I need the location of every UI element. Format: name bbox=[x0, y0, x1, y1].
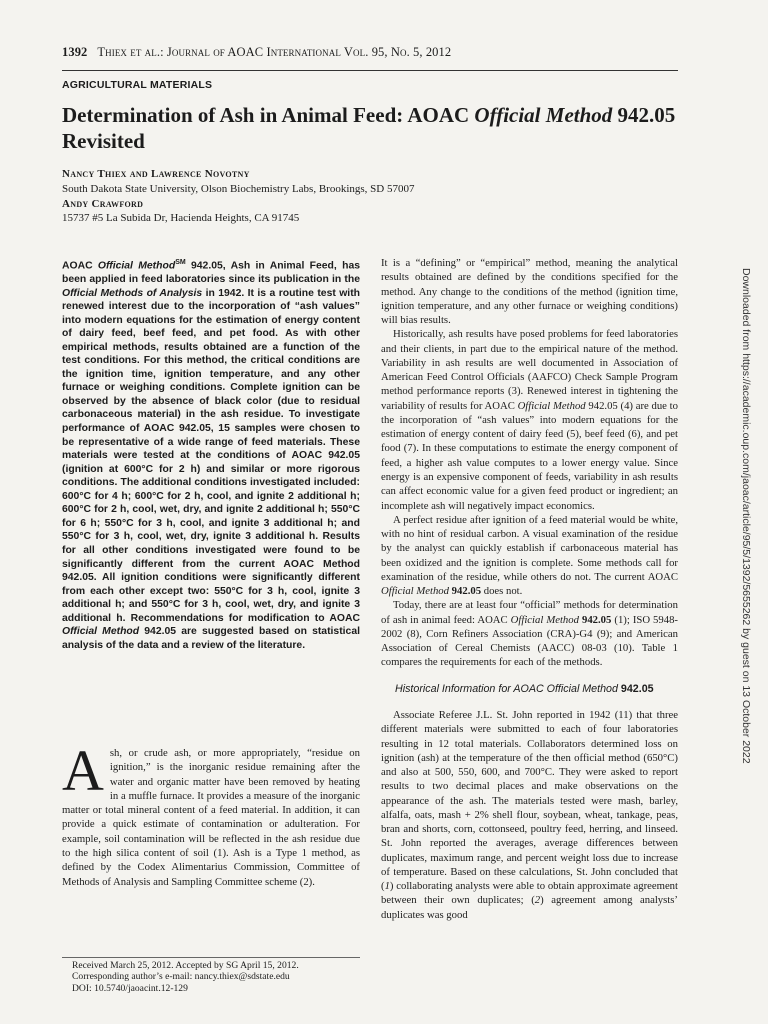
correspondence-note: Corresponding author’s e-mail: nancy.thiex@sdstate.edu bbox=[72, 971, 290, 983]
col2-p3-italic: Official Method bbox=[381, 585, 449, 598]
col2-p4-text-b: (1); ISO 5948-2002 (8), Corn Refiners Association (CRA)-G4 (9); and American Association of Cereal Chemists (AACC) 08-03 (10). Table 1 compares the requirements for each of the methods. bbox=[381, 613, 678, 669]
abstract-sup: SM bbox=[175, 259, 186, 266]
author-names-1: Nancy Thiex and Lawrence Novotny bbox=[62, 168, 250, 180]
abstract-text-4: 942.05 are suggested based on statistical analysis of the data and a review of the literature. bbox=[62, 626, 361, 651]
intro-text: sh, or crude ash, or more appropriately, “residue on ignition,” is the inorganic residue remaining after the water and organic matter have been removed by heating in a muffle furnace. It provides a measure of the inorganic matter or total mineral content of a feed material. In addition, it can provide a quick estimate of contamination or adulteration. For example, soil contamination will be reflected in the ash residue due to the high silica content of soil (1). Ash is a Type 1 method, as defined by the Codex Alimentarius Commission, Committee of Methods of Analysis and Sampling Committee scheme (2). bbox=[62, 747, 360, 888]
right-column bbox=[381, 256, 678, 922]
col2-p5-num-2: 2 bbox=[534, 894, 541, 907]
col2-p3-text-a: A perfect residue after ignition of a feed material would be white, with no hint of residual carbon. A visual examination of the residue by the analyst can quickly establish if carbonaceous material has been oxidized and the ignition is complete. Some methods call for examination of the residue, while others do not. The current AOAC bbox=[381, 513, 678, 583]
article-title bbox=[62, 102, 702, 154]
title-part-1: Determination of Ash in Animal Feed: AOAC bbox=[62, 103, 475, 127]
abstract bbox=[62, 256, 360, 652]
drop-cap: A bbox=[62, 738, 104, 803]
running-head bbox=[62, 45, 451, 60]
title-italic: Official Method bbox=[474, 103, 613, 127]
col2-p2-text-b: 942.05 (4) are due to the incorporation of “ash values” into modern equations for the estimation of energy content of dairy feed (5), beef feed (6), and pet food (7). In these computations to estimate the energy component of feed, a higher ash value computes to a lower energy value. Since energy is an expensive component of feeds, variability in ash results can affect economic value for a given feed product or ingredient; an incomplete ash will negatively impact economics. bbox=[381, 399, 678, 512]
col2-p3-text-b: does not. bbox=[481, 585, 523, 598]
abstract-text-1: AOAC bbox=[62, 260, 98, 272]
col2-p2-text-a: Historically, ash results have posed problems for feed laboratories and their clients, in part due to the empirical nature of the method. Variability in ash results are well documented in Association of American Feed Control Officials (AAFCO) Check Sample Program method performance reports (3). Renewed interest in tightening the variability of results for AOAC bbox=[381, 328, 678, 412]
col2-paragraph-1: It is a “defining” or “empirical” method, meaning the analytical results obtained are defined by the conditions specified for the method. Any change to the conditions of the method (ignition time, ignition temperature, and any other furnace or weighing conditions) will bias results. bbox=[381, 257, 678, 327]
col2-paragraph-2 bbox=[381, 327, 678, 512]
header-rule bbox=[62, 70, 678, 71]
author-names-2: Andy Crawford bbox=[62, 197, 144, 210]
doi-note: DOI: 10.5740/jaoacint.12-129 bbox=[72, 982, 188, 994]
footnote-rule bbox=[62, 957, 360, 958]
col2-p5-text-c: ) agreement among analysts’ duplicates was good bbox=[381, 894, 678, 921]
col2-p4-italic: Official Method bbox=[510, 613, 579, 626]
col2-p5-text-a: Associate Referee J.L. St. John reported in 1942 (11) that three different materials were submitted to each of four laboratories resulting in 12 total materials. Collaborators determined loss on ignition (ash) at the temperature of the then official method (650°C) and also at 500, 550, 600, and 700°C. They were asked to report results to two decimal places and make observations on the appearance of the ash. The materials tested were mash, barley, alfalfa, oats, mash + 2% shell flour, soybean, wheat, tankage, peas, bran and shorts, corn, cottonseed, poultry feed, herring, and linseed. St. John reported the averages, average differences between duplicates, maximum range, and percent weight loss due to increase of temperature. Based on these calculations, St. John concluded that ( bbox=[381, 708, 678, 893]
received-note: Received March 25, 2012. Accepted by SG April 15, 2012. bbox=[72, 960, 299, 971]
download-watermark bbox=[734, 268, 754, 788]
page-number: 1392 bbox=[62, 45, 88, 59]
title-part-2: 942.05 Revisited bbox=[62, 103, 676, 153]
watermark-text: Downloaded from https://academic.oup.com/jaoac/article/95/5/1392/5655262 by guest on 13 October 2022 bbox=[740, 268, 752, 764]
section-label: AGRICULTURAL MATERIALS bbox=[62, 79, 213, 91]
affiliation-1: South Dakota State University, Olson Biochemistry Labs, Brookings, SD 57007 bbox=[62, 182, 415, 195]
col2-paragraph-4 bbox=[381, 598, 678, 669]
col2-p3-bold: 942.05 bbox=[448, 585, 482, 598]
abstract-italic-3: Official Method bbox=[62, 626, 140, 638]
abstract-italic-2: Official Methods of Analysis bbox=[62, 287, 203, 299]
col2-p2-italic: Official Method bbox=[517, 399, 586, 412]
subhead-text: Historical Information for AOAC Official Method bbox=[395, 682, 621, 695]
subsection-heading bbox=[395, 682, 678, 696]
abstract-text-2: 942.05, Ash in Animal Feed, has been applied in feed laboratories since its publication in the bbox=[62, 260, 360, 286]
col2-paragraph-3 bbox=[381, 513, 678, 599]
col2-p4-text-a: Today, there are at least four “official” methods for determination of ash in animal feed: AOAC bbox=[381, 599, 678, 626]
running-title: Thiex et al.: Journal of AOAC International Vol. 95, No. 5, 2012 bbox=[97, 45, 452, 59]
subhead-bold: 942.05 bbox=[620, 682, 654, 695]
abstract-text-3: in 1942. It is a routine test with renewed interest due to the incorporation of “ash values” into modern equations for the estimation of energy content of dairy feed, beef feed, and pet food. As with other empirical methods, results obtained are a function of the test conditions. For this method, the critical conditions are the ignition time, ignition temperature, and any other furnace or weighing conditions. Complete ignition can be observed by the absence of black color (due to residual carbonaceous material) in the ash residue. To investigate performance of AOAC 942.05, 15 samples were chosen to be representative of a wide range of feed materials. These materials were tested at the conditions of AOAC 942.05 (ignition at 600°C for 2 h) and similar or more rigorous conditions. The additional conditions investigated included: 600°C for 4 h; 600°C for 2 h, cool, and ignite 2 additional h; 600°C for 2 h, cool, wet, dry, and ignite 2 additional h; 550°C for 6 h; 550°C for 3 h, cool, and ignite 3 additional h; and 550°C for 3 h, cool, wet, dry, ignite 3 additional h. Results for all other conditions investigated were found to be significantly different from the current AOAC Method 942.05. All ignition conditions were significantly different from each other except two: 550°C for 3 h, cool, ignite 3 additional h; and 550°C for 3 h, cool, wet, dry, and ignite 3 additional h. Recommendations for modification to AOAC bbox=[62, 287, 360, 624]
author-block bbox=[62, 167, 415, 226]
col2-p4-bold: 942.05 bbox=[578, 613, 612, 626]
footnotes bbox=[72, 960, 362, 994]
abstract-italic-1: Official Method bbox=[97, 260, 176, 272]
affiliation-2: 15737 #5 La Subida Dr, Hacienda Heights, CA 91745 bbox=[62, 212, 300, 225]
col2-paragraph-5 bbox=[381, 708, 678, 922]
intro-paragraph bbox=[62, 738, 360, 889]
col2-p5-num-1: 1 bbox=[384, 880, 390, 893]
col2-p5-text-b: ) collaborating analysts were able to obtain approximate agreement between their own duplicates; ( bbox=[381, 880, 678, 907]
